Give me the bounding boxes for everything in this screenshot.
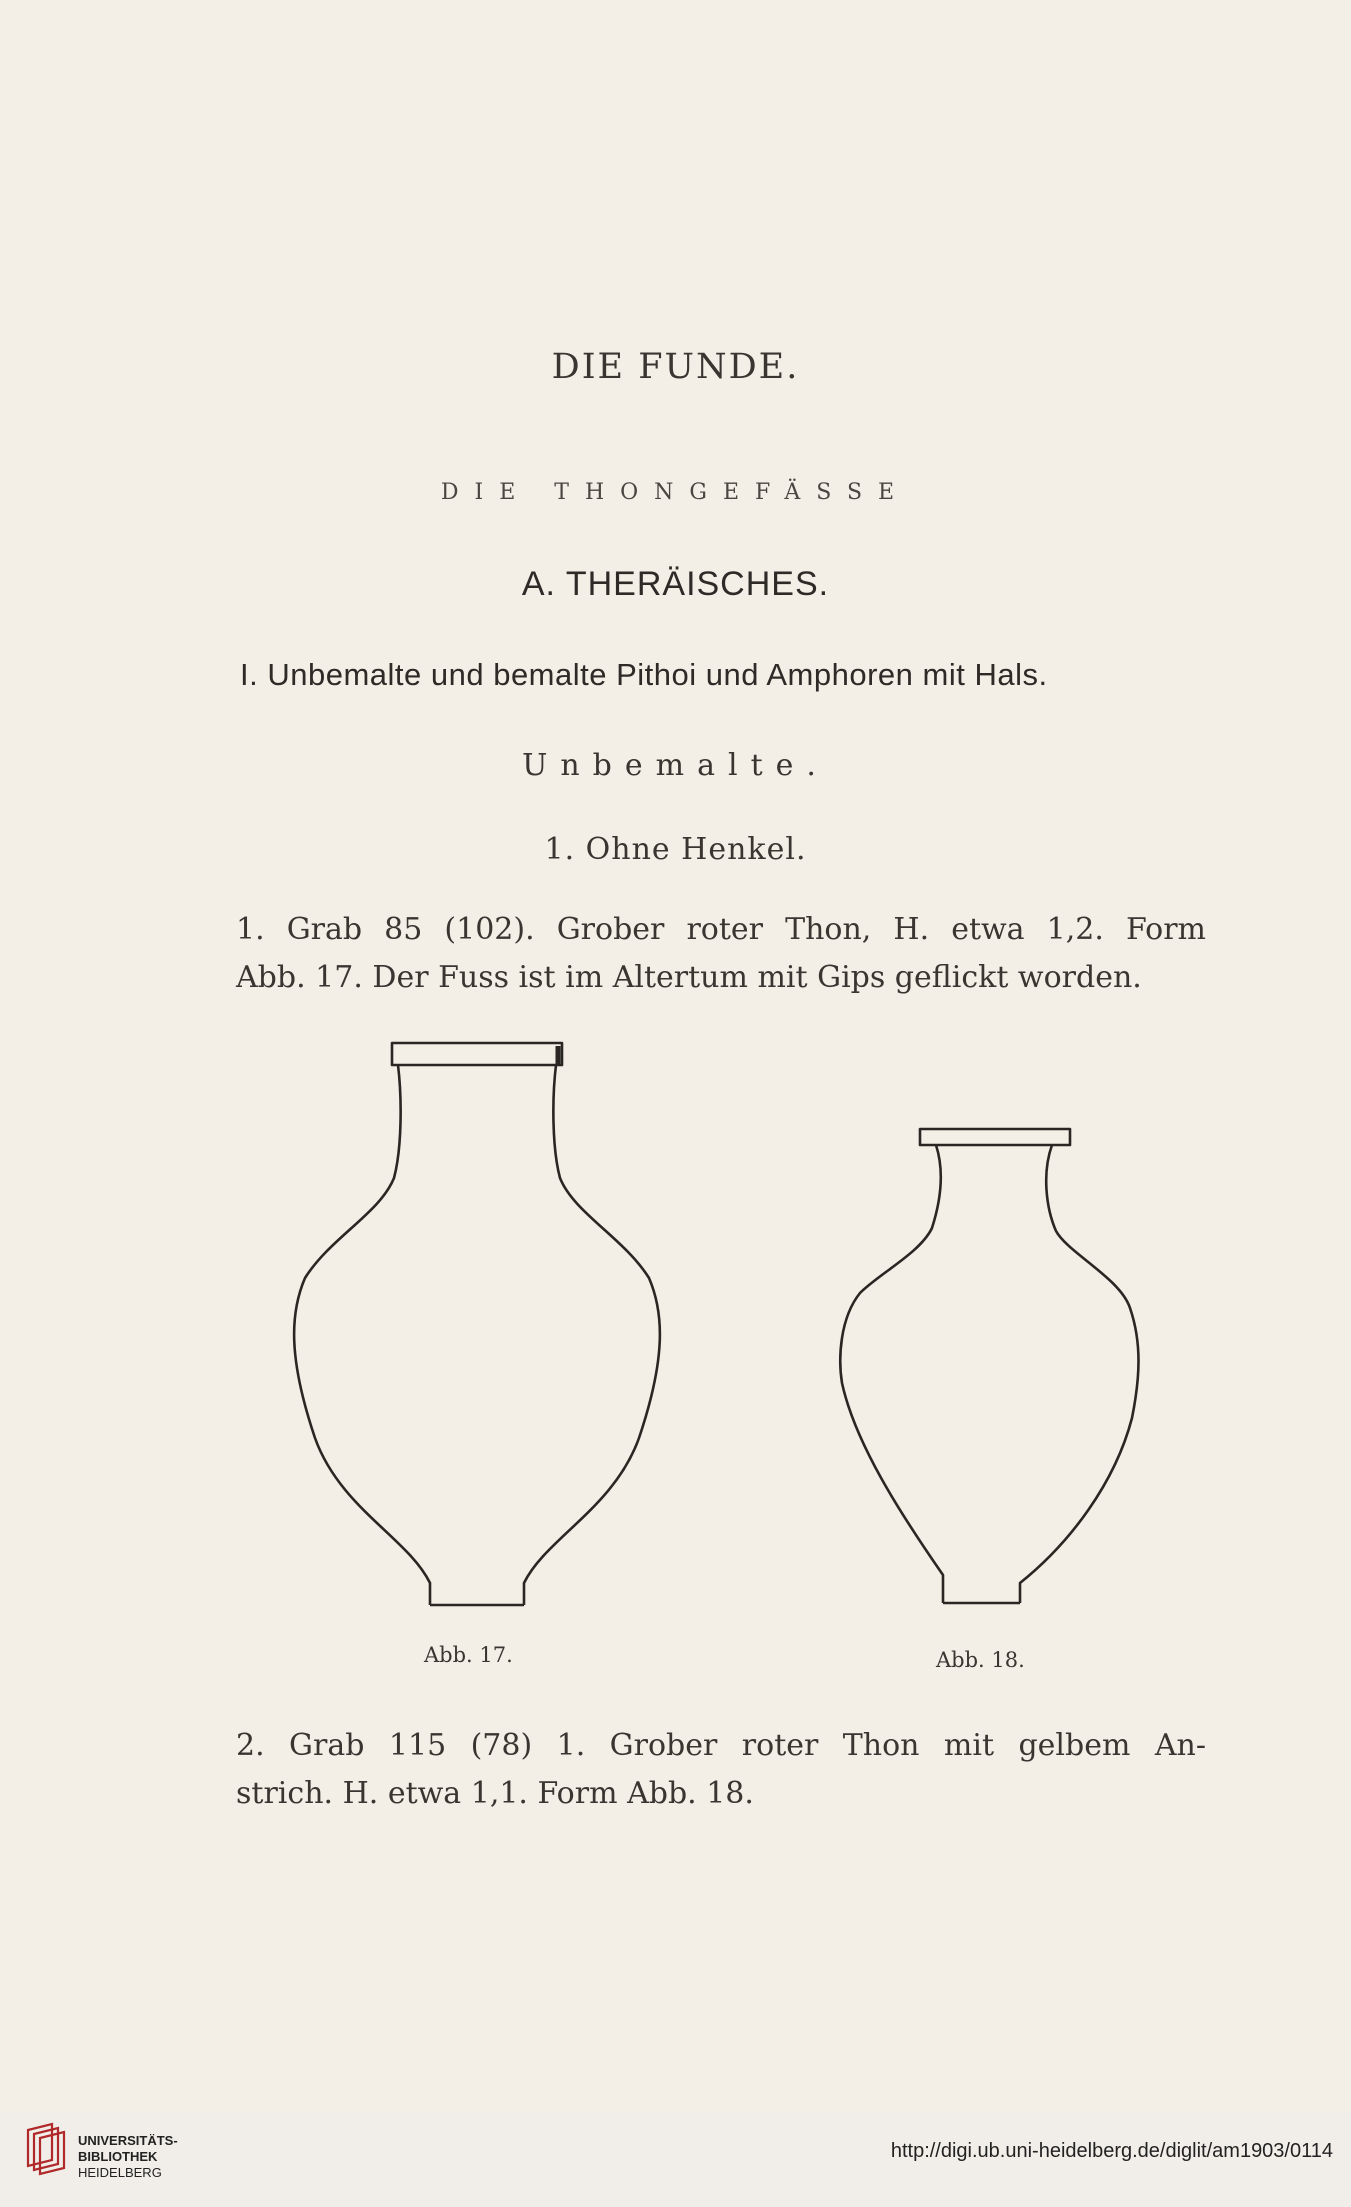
fig17-left-profile xyxy=(294,1065,430,1605)
entry-1-line-2: Abb. 17. Der Fuss ist im Altertum mit Gips geflickt worden. xyxy=(236,960,1142,995)
figure-18-vessel-drawing xyxy=(820,1123,1150,1613)
fig18-rim xyxy=(920,1129,1070,1145)
fig18-left-profile xyxy=(840,1145,943,1603)
entry-2-line-2: strich. H. etwa 1,1. Form Abb. 18. xyxy=(236,1776,754,1811)
fig17-rim xyxy=(392,1043,562,1065)
library-name-line-1: UNIVERSITÄTS- xyxy=(78,2133,178,2148)
library-logo-icon xyxy=(22,2120,70,2180)
fig18-right-profile xyxy=(1020,1145,1139,1603)
page-title: DIE FUNDE. xyxy=(551,347,800,387)
library-name-line-2: BIBLIOTHEK xyxy=(78,2149,158,2164)
source-url-link[interactable]: http://digi.ub.uni-heidelberg.de/diglit/am1903/0114 xyxy=(890,2140,1333,2162)
entry-paragraph-2 xyxy=(236,1722,1206,1818)
entry-paragraph-1 xyxy=(236,906,1206,1002)
fig17-right-profile xyxy=(524,1065,660,1605)
chapter-subtitle: DIE THONGEFÄSSE xyxy=(440,480,911,505)
subsection-heading: I. Unbemalte und bemalte Pithoi und Amphoren mit Hals. xyxy=(240,657,1048,692)
figure-17-vessel-drawing xyxy=(290,1038,670,1618)
entry-2-line-1: 2. Grab 115 (78) 1. Grober roter Thon mit gelbem An- xyxy=(236,1728,1206,1763)
figure-17-caption: Abb. 17. xyxy=(424,1643,513,1667)
category-heading: Unbemalte. xyxy=(522,748,829,783)
entry-1-line-1: 1. Grab 85 (102). Grober roter Thon, H. etwa 1,2. Form xyxy=(236,912,1206,947)
library-name xyxy=(78,2133,178,2181)
library-name-line-3: HEIDELBERG xyxy=(78,2165,162,2180)
subcategory-heading: 1. Ohne Henkel. xyxy=(544,832,807,867)
section-heading: A. THERÄISCHES. xyxy=(521,565,830,603)
figure-18-caption: Abb. 18. xyxy=(936,1648,1025,1672)
